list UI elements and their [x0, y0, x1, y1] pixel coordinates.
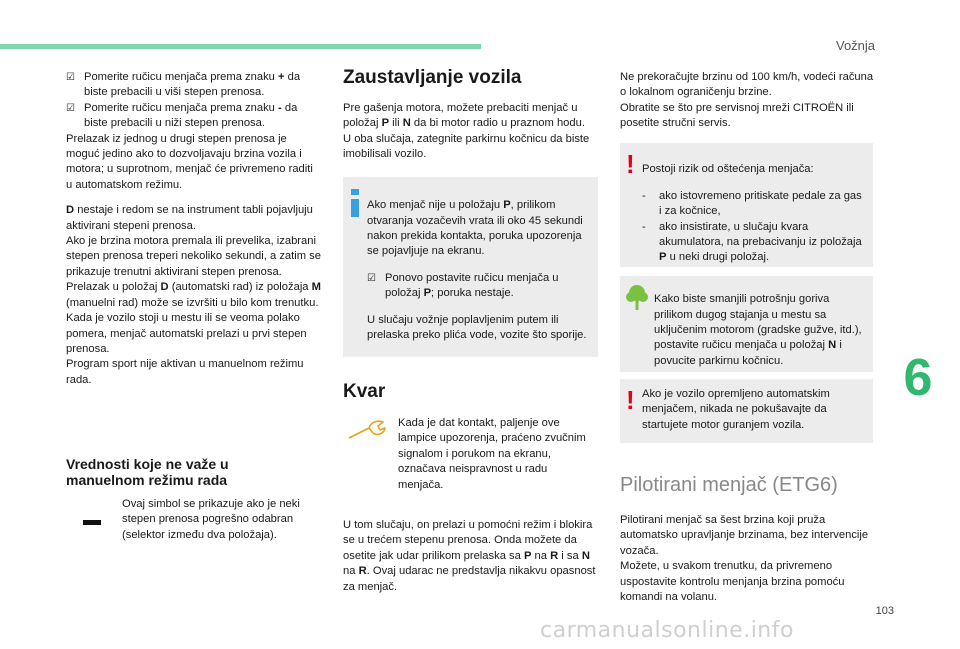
page-number: 103	[875, 605, 894, 617]
exclamation-warning-icon: !	[626, 149, 635, 179]
section-heading: Vrednosti koje ne važe u manuelnom režimu rada	[66, 456, 229, 488]
etg-description: Pilotirani menjač sa šest brzina koji pruža automatsko upravljanje brzinama, bez intervencije vozača. Možete, u svakom trenutku, da privremeno uspostavite kontrolu menjanja brzina pomoću komandi na volanu.	[620, 514, 869, 604]
section-title-etg: Pilotirani menjač (ETG6)	[620, 474, 838, 496]
section-title: Vožnja	[836, 38, 876, 53]
exclamation-warning-icon: !	[626, 385, 635, 415]
arrow-bullet-icon: ☑	[367, 273, 376, 284]
bullet-item: ☑ Pomerite ručicu menjača prema znaku + da biste prebacili u viši stepen prenosa.	[66, 70, 322, 101]
right-intro: Ne prekoračujte brzinu od 100 km/h, vodeći računa o lokalnom ograničenju brzine. Obratite se što pre servisnoj mreži CITROËN ili posetite stručni servis.	[620, 71, 874, 130]
paragraph: Program sport nije aktivan u manuelnom režimu rada.	[66, 358, 304, 386]
fault-details: U tom slučaju, on prelazi u pomoćni režim i blokira se u trećem stepenu prenosa. Onda možete da osetite jak udar prilikom prelaska sa P na R i sa N na R. Ovaj udarac ne predstavlja nikakvu opasnost za menjač.	[343, 519, 596, 593]
tree-eco-icon	[626, 284, 648, 312]
section-title-fault: Kvar	[343, 381, 386, 402]
paragraph: D nestaje i redom se na instrument tabli pojavljuju aktivirani stepeni prenosa.	[66, 204, 313, 232]
middle-intro: Pre gašenja motora, možete prebaciti menjač u položaj P ili N da bi motor radio u praznom hodu. U oba slučaja, zategnite parkirnu kočnicu da biste imobilisali vozilo.	[343, 102, 590, 161]
eco-tip-box: Kako biste smanjili potrošnju goriva prilikom dugog stajanja u mestu sa uključenim motorom (gradske gužve, itd.), postavite ručicu menjača u položaj N i povucite parkirnu kočnicu.	[620, 276, 873, 372]
header-accent-bar	[0, 44, 481, 49]
dash-item: - ako insistirate, u slučaju kvara akumulatora, na prebacivanju iz položaja P u neki drugi položaj.	[642, 220, 862, 264]
dash-description: Ovaj simbol se prikazuje ako je neki stepen prenosa pogrešno odabran (selektor između dva položaja).	[122, 498, 300, 541]
info-box: Ako menjač nije u položaju P, prilikom otvaranja vozačevih vrata ili oko 45 sekundi nakon prekida kontakta, poruka upozorenja se pojavljuje na ekranu. ☑ Ponovo postavite ručicu menjača u položaj P; poruka nestaje. U slučaju vožnje poplavljenim putem ili prelaska preko plića vode, vozite što sporije.	[343, 177, 598, 357]
warning-box: ! Ako je vozilo opremljeno automatskim menjačem, nikada ne pokušavajte da startujete motor guranjem vozila.	[620, 379, 873, 443]
warning-box: ! Postoji rizik od oštećenja menjača: - ako istovremeno pritiskate pedale za gas i za kočnice, - ako insistirate, u slučaju kvara akumulatora, na prebacivanju iz položaja P u neki drugi položaj.	[620, 143, 873, 267]
dash-symbol-icon	[83, 520, 101, 525]
dash-item: - ako istovremeno pritiskate pedale za gas i za kočnice,	[642, 189, 862, 218]
chapter-number: 6	[903, 349, 933, 407]
section-title-stopping: Zaustavljanje vozila	[343, 67, 522, 88]
paragraph: Kada je vozilo stoji u mestu ili se veoma polako pomera, menjač automatski prelazi u prvi stepen prenosa.	[66, 312, 307, 355]
arrow-bullet-icon: ☑	[66, 102, 75, 114]
paragraph: Ako je brzina motora premala ili prevelika, izabrani stepen prenosa treperi nekoliko sekundi, a zatim se prikazuje trenutni aktivirani stepen prenosa.	[66, 235, 321, 278]
arrow-bullet-icon: ☑	[66, 72, 75, 83]
left-column	[66, 70, 322, 388]
watermark: carmanualsonline.info	[540, 618, 794, 643]
wrench-warning-icon	[347, 418, 387, 440]
paragraph: Prelazak u položaj D (automatski rad) iz položaja M (manuelni rad) može se izvršiti u bilo kom trenutku.	[66, 281, 321, 309]
bullet-item: ☑ Ponovo postavite ručicu menjača u položaj P; poruka nestaje.	[367, 271, 589, 302]
fault-description: Kada je dat kontakt, paljenje ove lampice upozorenja, praćeno zvučnim signalom i porukom na ekranu, označava neispravnost u radu menjača.	[398, 417, 586, 491]
paragraph: Prelazak iz jednog u drugi stepen prenosa je moguć jedino ako to dozvoljavaju brzina vozila i motora; u suprotnom, menjač će privremeno raditi u automatskom režimu.	[66, 132, 313, 191]
bullet-item: ☑ Pomerite ručicu menjača prema znaku - da biste prebacili u niži stepen prenosa.	[66, 101, 322, 132]
